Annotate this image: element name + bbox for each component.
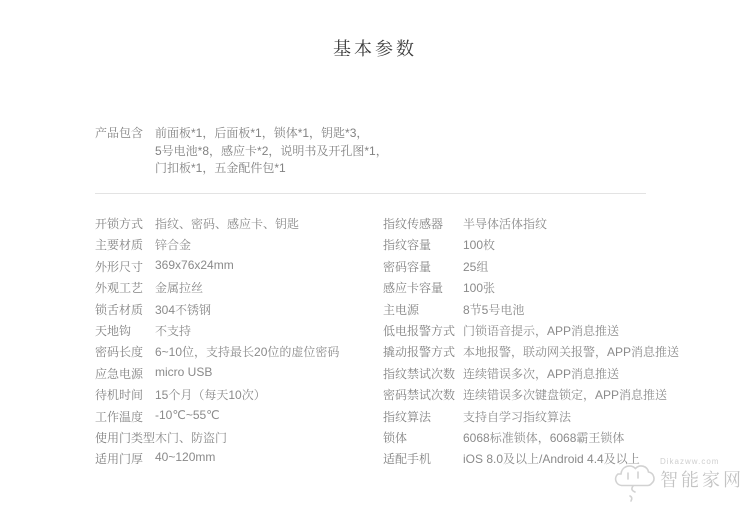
spec-value: 半导体活体指纹 (463, 217, 548, 231)
spec-row (383, 236, 655, 257)
spec-row (95, 301, 375, 322)
spec-label: 撬动报警方式 (383, 345, 456, 360)
spec-value: 25组 (463, 259, 489, 274)
spec-value: 15个月（每天10次） (155, 388, 266, 403)
spec-label: 密码长度 (95, 345, 144, 360)
spec-label: 指纹传感器 (383, 217, 444, 231)
product-includes-line: 前面板*1，后面板*1，锁体*1，钥匙*3， (155, 126, 369, 140)
spec-row (95, 386, 375, 407)
product-includes-row (95, 125, 655, 178)
spec-label: 指纹容量 (383, 238, 432, 253)
spec-row (95, 408, 375, 429)
spec-value: 连续错误多次键盘锁定，APP消息推送 (463, 388, 668, 403)
spec-row (95, 258, 375, 279)
spec-row (383, 215, 655, 236)
spec-label: 待机时间 (95, 388, 144, 403)
spec-value: -10℃~55℃ (155, 407, 220, 422)
spec-row (383, 429, 655, 450)
spec-label: 低电报警方式 (383, 323, 456, 338)
spec-label: 主电源 (383, 302, 420, 317)
spec-value: 本地报警，联动网关报警，APP消息推送 (463, 345, 680, 360)
spec-value: 8节5号电池 (463, 302, 525, 317)
spec-value: 不支持 (155, 323, 192, 338)
spec-label: 指纹禁试次数 (383, 366, 456, 381)
spec-column-right (383, 215, 680, 472)
spec-value: micro USB (155, 364, 213, 379)
spec-value: 连续错误多次，APP消息推送 (463, 366, 620, 381)
spec-label: 指纹算法 (383, 409, 432, 424)
spec-label: 主要材质 (95, 238, 144, 253)
spec-label: 锁舌材质 (95, 302, 144, 317)
spec-value: 金属拉丝 (155, 281, 204, 296)
section-divider (95, 193, 646, 194)
spec-label: 适配手机 (383, 452, 432, 467)
spec-value: 门锁语音提示，APP消息推送 (463, 323, 620, 338)
spec-row (95, 343, 375, 364)
spec-value: 指纹、密码、感应卡、钥匙 (155, 217, 300, 231)
spec-label: 锁体 (383, 430, 408, 445)
spec-row (95, 215, 375, 236)
watermark (610, 452, 744, 506)
spec-row (383, 365, 655, 386)
spec-row (383, 279, 655, 300)
spec-row (383, 322, 655, 343)
spec-value: 40~120mm (155, 450, 216, 465)
spec-row (383, 258, 655, 279)
spec-label: 开锁方式 (95, 217, 144, 231)
cloud-logo-icon (610, 452, 658, 506)
watermark-name-text: 智能家网 (660, 470, 744, 490)
spec-column-left (95, 215, 375, 472)
spec-row (383, 408, 655, 429)
spec-row (95, 322, 375, 343)
spec-value: 100张 (463, 281, 496, 296)
spec-row (95, 450, 375, 471)
watermark-text (660, 452, 744, 491)
spec-row (383, 386, 668, 407)
spec-value: 304不锈钢 (155, 302, 212, 317)
spec-label: 适用门厚 (95, 452, 144, 467)
spec-label: 使用门类型 (95, 430, 156, 445)
product-includes-line: 5号电池*8，感应卡*2，说明书及开孔图*1， (155, 143, 388, 158)
spec-row (383, 301, 655, 322)
page-title: 基本参数 (333, 39, 417, 59)
spec-row (383, 343, 680, 364)
spec-value: 6~10位，支持最长20位的虚位密码 (155, 345, 340, 360)
spec-value: 锌合金 (155, 238, 192, 253)
spec-label: 感应卡容量 (383, 281, 444, 296)
product-includes-line: 门扣板*1，五金配件包*1 (155, 161, 286, 175)
spec-row (95, 236, 375, 257)
spec-label: 工作温度 (95, 409, 144, 424)
spec-value: 100枚 (463, 238, 496, 253)
spec-value: 木门、防盗门 (155, 430, 228, 445)
spec-label: 密码禁试次数 (383, 388, 456, 403)
spec-row (95, 429, 375, 450)
spec-row (95, 365, 375, 386)
spec-label: 天地钩 (95, 323, 132, 338)
spec-label: 应急电源 (95, 366, 144, 381)
spec-value: 6068标准锁体，6068霸王锁体 (463, 430, 625, 445)
spec-value: iOS 8.0及以上/Android 4.4及以上 (463, 452, 640, 467)
spec-label: 外观工艺 (95, 281, 144, 296)
spec-value: 369x76x24mm (155, 257, 234, 272)
product-includes-label: 产品包含 (95, 126, 144, 140)
spec-row (95, 279, 375, 300)
spec-label: 外形尺寸 (95, 259, 144, 274)
watermark-site-text: Dikazww.com (660, 457, 720, 466)
product-includes-value (155, 125, 655, 178)
spec-value: 支持自学习指纹算法 (463, 409, 572, 424)
spec-label: 密码容量 (383, 259, 432, 274)
